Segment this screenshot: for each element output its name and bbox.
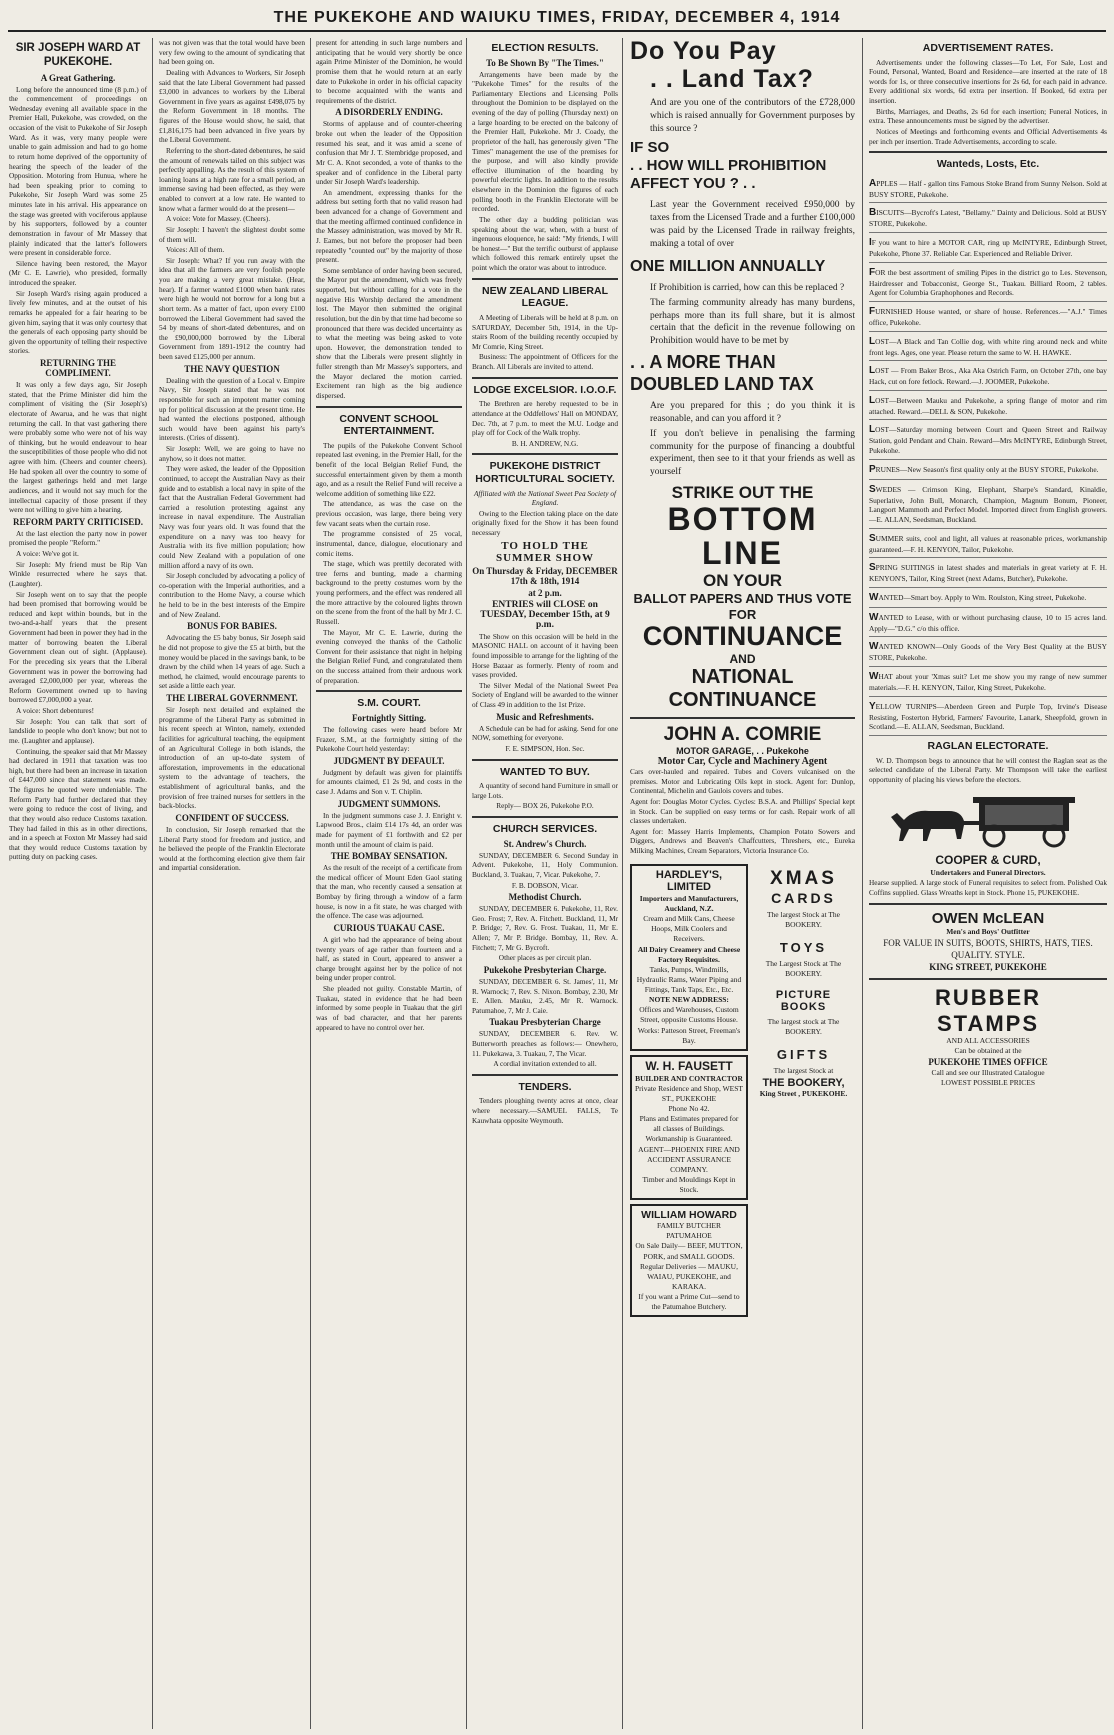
classified-text: HAT about your 'Xmas suit? Let me show you my range of new summer materials.—F. H. KENYON, Tailor, King Street, Pukekohe. <box>869 672 1107 693</box>
ad-title: BOTTOM LINE <box>667 501 818 571</box>
classified-initial: L <box>869 335 876 347</box>
classified-text: OST — From Baker Bros., Aka Aka Ostrich Farm, on October 27th, one bay Hack, cut on fore fetlock. Reward.—J. JOOMER, Pukekohe. <box>869 366 1107 387</box>
paragraph: A Meeting of Liberals will be held at 8 p.m. on SATURDAY, December 5th, 1914, in the Up-stairs Room of the building recently occupied by Mr Comrie, King Street. <box>472 312 618 351</box>
column-rule <box>152 38 153 1729</box>
paragraph: Sir Joseph went on to say that the people had been promised that borrowing would be reduced and kept within bounds, but in the two-and-a-half years that the present Government had been in power they had in the matter of borrowing beaten the Liberal Government clean out of sight. (Applause). For the preceding six years that the Liberal Government was in power the borrowing had averaged £2,000,000 per year, whereas the Reform Government owned up to having borrowed £7,000,000 a year. <box>9 589 147 705</box>
ad-title: AFFECT YOU ? . . <box>630 175 756 193</box>
paragraph: A voice: Short debentures! <box>16 706 95 716</box>
column-2 <box>156 38 308 1731</box>
left-ads <box>630 860 748 1322</box>
ad-line: Timber and Mouldings Kept in Stock. <box>642 1174 736 1195</box>
ad-line: Private Residence and Shop, WEST ST., PUKEKOHE <box>635 1083 743 1103</box>
classified-ad <box>869 203 1107 233</box>
divider <box>316 690 462 692</box>
howard-ad <box>630 1204 748 1317</box>
column-1 <box>6 38 150 1731</box>
comrie-subtitle: MOTOR GARAGE, . . Pukekohe <box>676 746 809 757</box>
headline-court: S.M. COURT. <box>357 697 421 710</box>
bookery-name: THE BOOKERY, <box>762 1076 845 1089</box>
ad-line: KING STREET, PUKEKOHE <box>929 962 1047 973</box>
church-name: Methodist Church. <box>508 892 582 903</box>
hearse-icon <box>869 789 1109 849</box>
classified-initial: W <box>869 591 879 603</box>
classified-text: ANTED KNOWN—Only Goods of the Very Best Quality at the BUSY STORE, Pukekohe. <box>869 642 1107 663</box>
show-dates: On Thursday & Friday, DECEMBER 17th & 18th, 1914 <box>472 565 618 586</box>
divider <box>472 377 618 379</box>
ad-paragraph: If you don't believe in penalising the farming community for the purpose of financing a doubtful experiment, then see to it that your friends as well as yourself <box>650 428 855 478</box>
classified-ad <box>869 558 1107 588</box>
divider <box>869 978 1107 980</box>
ad-title: CONTINUANCE <box>642 621 843 652</box>
classifieds-list <box>869 174 1107 736</box>
column-rule <box>862 38 863 1729</box>
paragraph: Notices of Meetings and forthcoming events and Official Advertisements 4s per inch per insertion. Trade Advertisements, according to scale. <box>869 126 1107 146</box>
ad-line: Plans and Estimates prepared for all classes of Buildings. Workmanship is Guaranteed. <box>639 1114 739 1144</box>
ad-paragraph: Hearse supplied. A large stock of Funeral requisites to select from. Polished Oak Coffins supplied. Glass Wreaths kept in Stock. Phone 15, PUKEKOHE. <box>869 878 1107 897</box>
ad-title: BALLOT PAPERS AND THUS VOTE FOR <box>633 590 852 622</box>
ad-title: IF SO <box>630 139 670 157</box>
paragraph: Sir Joseph: You can talk that sort of landslide to people who don't know; but not to me. (Laughter and applause). <box>9 716 147 745</box>
ad-line: PUKEKOHE TIMES OFFICE <box>928 1057 1048 1068</box>
classified-initial: W <box>869 611 879 623</box>
ad-line: The largest stock at The BOOKERY. <box>767 1017 840 1037</box>
subhead: Affiliated with the National Sweet Pea Society of England. <box>473 488 617 508</box>
paragraph: Sir Joseph next detailed and explained the programme of the Liberal Party as submitted in his recent speech at Winton, namely, extended facilities for agricultural teaching, the equipment of an Agricultural College in both islands, the introduction of an up-to-date system of afforestation, improvements in the educational system to the advantage of teachers, the establishment of agricultural banks, and the provision of free trained nurses for settlers in the back-blocks. <box>159 705 305 811</box>
cooper-curd-title: COOPER & CURD, <box>935 853 1041 868</box>
paragraph: Sir Joseph concluded by advocating a policy of co-operation with the Imperial authorities, and a contribution to the Home Navy, a course which he held to be in the best interests of the Empire and of New Zealand. <box>159 571 305 619</box>
paragraph: A girl who had the appearance of being about twenty years of age rather than fourteen and a half, as stated in Court, appeared to answer a charge brought against her by the police of not being under proper control. <box>316 934 462 983</box>
paragraph: Continuing, the speaker said that Mr Massey had declared in 1911 that taxation was too high, but there had been an increase in taxation of £447,000 since that statement was made. The figures he quoted were undeniable. The Reform Party had further declared that they were going to reduce the cost of living, and that they would also reduce Customs taxation. They had failed in this as in other directions, and in a speech at Foxton Mr Massey had said that they would reduce Customs taxation by putting duty on packing cases. <box>9 746 147 862</box>
ad-line: The Largest Stock at The BOOKERY. <box>765 958 842 979</box>
ad-line: BUILDER AND CONTRACTOR <box>635 1073 743 1083</box>
paragraph: Dealing with Advances to Workers, Sir Joseph said that the late Liberal Government had passed £3,000 in advances to workers by the Liberal Government in five years as against £498,075 by the Reform Government in 18 months. The figures of the House would show, he said, that £1,816,175 had been advanced in five years by the Liberal Government. <box>159 67 305 145</box>
classified-initial: S <box>869 532 876 544</box>
ad-paragraph: Are you prepared for this ; do you think it is reasonable, and can you afford it ? <box>650 401 855 424</box>
classified-initial: S <box>869 483 876 495</box>
hearse-illustration <box>869 789 1107 849</box>
classified-ad <box>869 460 1107 480</box>
paragraph: Sir Joseph: Well, we are going to have no anyhow, so it does not matter. <box>159 444 305 463</box>
ad-title: DOUBLED LAND TAX <box>630 373 814 394</box>
classified-ad <box>869 480 1107 529</box>
ad-line: The largest Stock at <box>773 1066 834 1076</box>
ad-title: NATIONAL CONTINUANCE <box>668 666 817 712</box>
headline-wanteds: Wanteds, Losts, Etc. <box>936 158 1040 171</box>
divider <box>472 278 618 280</box>
ad-line: Men's and Boys' Outfitter <box>946 926 1030 936</box>
ad-title: ON YOUR <box>702 570 783 590</box>
toys-title: TOYS <box>779 939 828 955</box>
comrie-subtitle: Motor Car, Cycle and Machinery Agent <box>657 756 828 768</box>
classified-initial: L <box>869 394 876 406</box>
signature: F. E. SIMPSON, Hon. Sec. <box>505 743 585 753</box>
paragraph: W. D. Thompson begs to announce that he will contest the Raglan seat as the selected candidate of the Liberal Party. Mr Thompson will take the earliest opportunity of placing his views before the electors. <box>869 755 1107 784</box>
ad-paragraph: Agent for: Massey Harris Implements, Champion Potato Sowers and Diggers, Andrews and Beaven's Chaffcutters, Threshers, etc., Eureka Milking Machines, Cream Separators, Victoria Insurance Co. <box>630 826 855 856</box>
paragraph: was not given was that the total would have been very few owing to the amount of syndicating that had been going on. <box>159 38 305 67</box>
headline-convent: CONVENT SCHOOL ENTERTAINMENT. <box>339 412 439 438</box>
ad-line: The largest Stock at The BOOKERY. <box>766 909 841 929</box>
divider <box>472 816 618 818</box>
rubber-title: RUBBER <box>934 985 1042 1011</box>
headline-rates: ADVERTISEMENT RATES. <box>922 42 1054 54</box>
subhead-gathering: A Great Gathering. <box>40 72 116 83</box>
classified-text: URNISHED House wanted, or share of house. References.—"A.J." Times office, Pukekohe. <box>869 306 1107 327</box>
paragraph: Storms of applause and of counter-cheering broke out when the leader of the Opposition resumed his seat, and it was amid a scene of confusion that Mr J. T. Stembridge proposed, and Mr C. A. Knot seconded, a vote of thanks to the speaker and of confidence in the Liberal party under Sir Joseph Ward's leadership. <box>316 119 462 187</box>
paragraph: SUNDAY, DECEMBER 6. St. James', 11, Mr R. Warnock; 7, Rev. S. Nixon. Bombay, 2.30, Mr E. Allen. Mauku, 2.45, Mr R. Warnock. Patumahoe, 7, Mr J. Caie. <box>472 976 618 1015</box>
paragraph: Advocating the £5 baby bonus, Sir Joseph said he did not propose to give the £5 at birth, but the money would be placed in the savings bank, to be drawn by the child when 14 years of age. Such a method, he claimed, would encourage parents to set aside a little each year. <box>159 633 305 691</box>
xmas-title: XMAS <box>770 867 837 889</box>
howard-title: WILLIAM HOWARD <box>641 1209 737 1222</box>
ad-title: . . Land Tax? <box>650 64 814 93</box>
classified-initial: B <box>869 207 877 219</box>
ad-paragraph: If Prohibition is carried, how can this be replaced ? <box>650 282 845 293</box>
paragraph: A cordial invitation extended to all. <box>493 1059 597 1069</box>
classified-ad <box>869 529 1107 559</box>
column-rule <box>466 38 467 1729</box>
paragraph: SUNDAY, DECEMBER 6. Second Sunday in Advent. Pukekohe, 11, Holy Communion. Buckland, 3. Tuakau, 7, Vicar. Pukekohe, 7. <box>472 850 618 879</box>
paragraph: She pleaded not guilty. Constable Martin, of Tuakau, stated in evidence that he had been informed by some people in Tuakau that the girl was of bad character, and that her parents appeared to have no control over her. <box>316 984 462 1032</box>
headline-tenders: TENDERS. <box>518 1080 572 1093</box>
paragraph: Silence having been restored, the Mayor (Mr C. E. Lawrie), who presided, formally introduced the speaker. <box>9 258 147 288</box>
paragraph: Births, Marriages, and Deaths, 2s 6d for each insertion; Funeral Notices, in extra. These announcements must be signed by the advertiser. <box>869 106 1107 126</box>
ad-line: King Street , PUKEKOHE. <box>759 1089 848 1099</box>
section-heading: REFORM PARTY CRITICISED. <box>13 516 143 527</box>
ad-title: Do You Pay <box>630 38 777 65</box>
paragraph: The programme consisted of 25 vocal, instrumental, dance, dialogue, elocutionary and comic items. <box>316 529 462 558</box>
classified-initial: L <box>869 424 876 436</box>
classified-ad <box>869 608 1107 638</box>
paragraph: SUNDAY, DECEMBER 6. Pukekohe, 11, Rev. Geo. Frost; 7, Rev. A. Fitchett. Buckland, 11, Mr P. Bridge; 7, Rev. G. Frost. Tuakau, 11, Mr E. Allen; 7, Mr P. Bridge. Bombay, 11, Rev. A. Fitchett; 7, Mr G. Bycroft. <box>472 904 618 952</box>
paragraph: Owing to the Election taking place on the date originally fixed for the Show it has been found necessary <box>472 508 618 538</box>
ad-line: On Sale Daily— BEEF, MUTTON, PORK, and SMALL GOODS. <box>635 1241 743 1261</box>
ad-line: FOR VALUE IN SUITS, BOOTS, SHIRTS, HATS, TIES. QUALITY. STYLE. <box>883 937 1093 961</box>
classified-text: ANTED to Lease, with or without purchasing clause, 10 to 15 acres land. Apply—"D.G." c/o this office. <box>869 612 1107 633</box>
paragraph: Sir Joseph: What? If you run away with the idea that all the farmers are very foolish people you are making a very great mistake. (Hear, hear). If a farmer wanted £1000 when bank rates were high he would not borrow for a long but a short term. As a matter of fact, upon every £100 borrowed the Liberal Government had saved the 54 by means of short-dated debentures, and on the £90,000,000 borrowed by the Liberal Government from 1891-1912 the country had been saved £125,000 per annum. <box>159 255 305 361</box>
hardley-title: HARDLEY'S, LIMITED <box>655 868 723 894</box>
divider <box>316 406 462 408</box>
paragraph: The attendance, as was the case on the previous occasion, was large, there being very few vacant seats when the curtain rose. <box>316 499 462 528</box>
ad-line: Regular Deliveries — MAUKU, WAIAU, PUKEKOHE, and KARAKA. <box>640 1261 738 1291</box>
section-heading: Music and Refreshments. <box>496 711 594 722</box>
classified-text: PRING SUITINGS in latest shades and materials in great variety at F. H. KENYON'S, Tailor, King Street (next Adams, Butcher), Pukekohe. <box>869 563 1107 584</box>
paragraph: Dealing with the question of a Local v. Empire Navy, Sir Joseph stated that he was not responsible for such an impotent matter coming up for political discussion at the present time. He had wanted the elections postponed, although such would have been against his party's interests. (Cries of dissent). <box>159 375 305 443</box>
paragraph: The Mayor, Mr C. E. Lawrie, during the evening conveyed the thanks of the Catholic Convent for their assistance that night in helping the Belgian Relief Fund, and congratulated them on the success attained from their arduous work of preparation. <box>316 627 462 685</box>
paragraph: An amendment, expressing thanks for the address but setting forth that no valid reason had been advanced for a change of Government and that the meeting affirmed continued confidence in the Massey administration, was moved by Mr R. J. Eames, but not before the proposer had been repeatedly "counted out" by the majority of those present. <box>316 187 462 265</box>
ad-paragraph: Last year the Government received £950,000 by taxes from the Licensed Trade and a further £100,000 was paid by the Licensed Trade in railway freights, making a total of over <box>650 200 855 249</box>
section-heading: THE BOMBAY SENSATION. <box>330 851 448 862</box>
ad-line: NOTE NEW ADDRESS: <box>649 995 729 1005</box>
show-title: TO HOLD THE SUMMER SHOW <box>495 539 595 564</box>
paragraph: Sir Joseph Ward's rising again produced a lively few minutes, and at the outset of his remarks he appealed for a fair hearing to be given him, saying that it was only courtesy that the generals of each opposing party should be given the opportunity of telling their respective stories. <box>9 288 148 356</box>
ad-line: LOWEST POSSIBLE PRICES <box>940 1078 1036 1088</box>
paragraph: A voice: Vote for Massey. (Cheers). <box>166 214 271 224</box>
classified-ad <box>869 332 1107 362</box>
section-heading: BONUS FOR BABIES. <box>187 621 277 632</box>
classified-text: WEDES — Crimson King, Elephant, Sharpe's Standard, Kinaldie, Superlative, John Bull, Monarch, Champion, Magnum Bonum, Pioneer, Langport Mammoth and Perfect Model. Imported direct from English growers.—E. ALLAN, Seedsman, Buckland. <box>869 484 1107 524</box>
column-rule <box>622 38 623 1729</box>
signature: F. B. DOBSON, Vicar. <box>511 880 579 890</box>
ad-title: . . HOW WILL PROHIBITION <box>630 157 827 175</box>
paragraph: Other places as per circuit plan. <box>498 953 592 963</box>
paragraph: Business: The appointment of Officers for the Branch. All Liberals are invited to attend. <box>472 352 618 372</box>
classified-ad <box>869 174 1107 204</box>
ad-line: AND ALL ACCESSORIES <box>946 1035 1030 1045</box>
divider <box>472 759 618 761</box>
headline-horticultural: PUKEKOHE DISTRICT HORTICULTURAL SOCIETY. <box>475 460 615 485</box>
masthead <box>8 6 1106 32</box>
paragraph: A quantity of second hand Furniture in small or large Lots. <box>472 781 618 800</box>
ad-line: All Dairy Creamery and Cheese Factory Requisites. <box>637 944 741 964</box>
paragraph: It was only a few days ago, Sir Joseph stated, that the Prime Minister did him the compliment of visiting the (Sir Joseph's) electorate of Awarua, and he was that night returning the call. In that vast gathering there were probably some who were not of his way of thinking, but he would endeavour to hear the susceptibilities of those people who did not agree with him. (Cheers and counter cheers). He had spoken all over the country to some of the largest gatherings held and met large audiences, and it would not say much for the intellectual capacity of those present if they were not willing to give him a hearing. <box>9 380 147 515</box>
paragraph: Arrangements have been made by the "Pukekohe Times" for the results of the Parliamentary Elections and Licensing Polls throughout the Dominion to be displayed on the evening of the day of polling (Thursday next) on a large hoarding to be erected on the balcony of the Premier Hall, Pukekohe. Mr J. Coady, the proprietor of the hall, has generously given "The Times" management the use of the premises for the purpose, and will also kindly provide effective illumination of the hoarding by powerful electric lights. In addition to the results elsewhere in the Dominion the figures of each polling booth in the Franklin Electorate will be recorded. <box>472 69 618 214</box>
paragraph: present for attending in such large numbers and anticipating that he would very shortly be once again Prime Minister of the Dominion, he would promise them that he would return at an early date to Pukekohe in order in his official capacity to become acquainted with the wants and requirements of the district. <box>316 38 462 105</box>
classified-text: RUNES—New Season's first quality only at the BUSY STORE, Pukekohe. <box>875 464 1099 474</box>
headline-church: CHURCH SERVICES. <box>492 823 598 836</box>
classified-ad <box>869 302 1107 332</box>
classified-text: OST—Saturday morning between Court and Queen Street and Railway Station, gold Pendant and Chain. Reward—Mrs McINTYRE, Edinburgh Street, Pukekohe. <box>869 425 1107 456</box>
classified-initial: F <box>869 305 876 317</box>
classified-text: OR the best assortment of smiling Pipes in the district go to Les. Stevenson, Hairdresser and Tobacconist, George St., Tuakau. Billiard Room, 2 tables. Agent for Columbia Graphophones and Records. <box>869 267 1107 298</box>
paragraph: Reply— BOX 26, Pukekohe P.O. <box>496 801 594 811</box>
show-time: at 2 p.m. <box>528 587 562 598</box>
classified-initial: W <box>869 641 879 653</box>
ad-line: Offices and Warehouses, Custom Street, opposite Customs House. Works: Patteson Street, Freeman's Bay. <box>637 1005 741 1045</box>
ad-line: Undertakers and Funeral Directors. <box>930 868 1046 878</box>
classified-ad <box>869 233 1107 263</box>
classified-text: ISCUITS—Bycroft's Latest, "Bellamy." Dainty and Delicious. Sold at BUSY STORE, Pukekohe. <box>869 208 1107 229</box>
divider <box>869 903 1107 905</box>
paragraph: Some semblance of order having been secured, the Mayor put the amendment, which was freely supported, but without calling for a vote in the negative His Worship declared the amendment lost. The Mayor then submitted the original resolution, but the din by that time had become so pronounced that there was decided uncertainty as to what the meeting was being asked to vote upon. However, the demonstration tended to show that the Liberals were present slightly in fuller strength than Mr Massey's supporters, and the Mayor declared the motion carried. Excitement ran high as the big audience dispersed. <box>316 265 462 400</box>
classified-text: UMMER suits, cool and light, all values at reasonable prices, workmanship guaranteed.—F. H. KENYON, Tailor, Pukekohe. <box>869 533 1107 554</box>
fausett-title: W. H. FAUSETT <box>645 1058 733 1073</box>
paragraph: Advertisements under the following classes—To Let, For Sale, Lost and Found, Personal, Wanted, Board and Residence—are inserted at the rate of 18 words for 1s, or three consecutive insertions for 2s 6d, for each paid in advance. Every additional six words, 6d extra per insertion. If Booked, 6d extra per insertion. <box>869 57 1107 106</box>
comrie-title: JOHN A. COMRIE <box>663 724 822 746</box>
paragraph: Long before the announced time (8 p.m.) of the commencement of proceedings on Wednesday evening all available space in the Premier Hall, Pukekohe, was crowded, on the occasion of the visit to Pukekohe of Sir Joseph Ward. As it was, very many people were unable to gain admission and had to go home to return home deprived of the opportunity of hearing the speech of the leader of the Opposition. Motoring from Hunua, where he had been speaking prior to coming to Pukekohe, Sir Joseph Ward was some 25 minutes late in his arrival. His appearance on the stage was greeted with vociferous applause by his supporters, followed by a counter demonstration in favour of Mr Massey that plainly indicated that the latter's followers were present in considerable force. <box>9 84 147 258</box>
paragraph: In the judgment summons case J. J. Enright v. Lapwood Bros., claim £14 17s 4d, an order was made for payment of £1 forthwith and £2 per month until the amount of claim is paid. <box>316 810 462 849</box>
divider <box>472 1074 618 1076</box>
ad-line: FAMILY BUTCHER <box>656 1221 722 1231</box>
classified-initial: A <box>869 177 877 189</box>
headline-lodge: LODGE EXCELSIOR. I.O.O.F. <box>473 383 617 396</box>
paragraph: The following cases were heard before Mr Frazer, S.M., at the fortnightly sitting of the Pukekohe Court held yesterday: <box>316 724 462 754</box>
land-tax-advertisement <box>626 38 859 1731</box>
fausett-ad <box>630 1055 748 1200</box>
classified-initial: I <box>869 237 872 249</box>
classified-text: F you want to hire a MOTOR CAR, ring up McINTYRE, Edinburgh Street, Pukekohe, Phone 37. Reliable Car. Experienced and Reliable Driver. <box>869 238 1107 259</box>
column-rule <box>310 38 311 1729</box>
picture-books-title: PICTURE BOOKS <box>775 989 832 1014</box>
section-heading: JUDGMENT BY DEFAULT. <box>333 755 445 766</box>
divider <box>472 453 618 455</box>
ad-line: Call and see our Illustrated Catalogue <box>931 1068 1045 1078</box>
classified-ad <box>869 637 1107 667</box>
church-name: Tuakau Presbyterian Charge <box>489 1017 601 1028</box>
section-heading: CONFIDENT OF SUCCESS. <box>175 812 289 823</box>
ad-line: Tanks, Pumps, Windmills, Hydraulic Rams, Water Piping and Fittings, Tank Taps, Etc., Etc. <box>636 964 742 995</box>
church-name: Pukekohe Presbyterian Charge. <box>483 964 607 975</box>
classified-text: ANTED—Smart boy. Apply to Wm. Roulston, King street, Pukekohe. <box>878 592 1087 602</box>
ad-line: Phone No 42. <box>668 1104 710 1114</box>
column-3 <box>313 38 465 1731</box>
classified-text: PPLES — Half - gallon tins Famous Stoke Brand from Sunny Nelson. Sold at BUSY STORE, Pukekohe. <box>869 178 1107 199</box>
classified-initial: P <box>869 463 876 475</box>
column-7 <box>866 38 1110 1731</box>
classified-ad <box>869 391 1107 421</box>
signature: B. H. ANDREW, N.G. <box>511 438 579 448</box>
classified-ad <box>869 263 1107 302</box>
ad-line: AGENT—PHOENIX FIRE AND ACCIDENT ASSURANCE COMPANY. <box>638 1144 740 1174</box>
ad-title: . . A MORE THAN <box>630 351 776 372</box>
classified-text: ELLOW TURNIPS—Aberdeen Green and Purple Top, Irvine's Disease Resisting, Fosterton Hybrid, Farmers' Favourite, Lanark, Sheepfold, grown in Scotland.—E. ALLAN, Seedsman, Buckland. <box>869 701 1107 732</box>
ad-paragraph: The farming community already has many burdens, perhaps more than its full share, but it is almost certain that the deficit in the revenue following on Prohibition would have to be met by <box>650 297 855 347</box>
hardley-ad <box>630 864 748 1051</box>
paragraph: At the last election the party now in power promised the people "Reform." <box>9 528 147 548</box>
paragraph: The Silver Medal of the National Sweet Pea Society of England will be awarded to the winner of Class 49 in addition to the 1st Prize. <box>472 680 618 710</box>
ad-paragraph: Cars over-hauled and repaired. Tubes and Covers vulcanised on the premises. Motor and Lubricating Oils kept in stock. Agent for: Dunlop, Continental, Michelin and Gaulois covers and tubes. <box>630 767 855 796</box>
headline-wanted: WANTED TO BUY. <box>500 765 590 778</box>
bookery-ad <box>752 860 855 1322</box>
headline-election: ELECTION RESULTS. <box>491 42 599 54</box>
headline-ward: SIR JOSEPH WARD AT PUKEKOHE. <box>15 42 141 68</box>
paragraph: Sir Joseph: I haven't the slightest doubt some of them will. <box>159 224 305 244</box>
section-heading: THE NAVY QUESTION <box>184 363 280 374</box>
section-heading: A DISORDERLY ENDING. <box>335 107 443 118</box>
show-entries: ENTRIES will CLOSE on TUESDAY, December 15th, at 9 p.m. <box>480 599 610 630</box>
paragraph: SUNDAY, DECEMBER 6. Rev. W. Butterworth preaches as follows:— Onewhero, 11. Pukekawa, 3. Tuakau, 7, The Vicar. <box>472 1029 618 1058</box>
paragraph: Sir Joseph: My friend must be Rip Van Winkle resurrected where he says that. (Laughter). <box>9 559 147 588</box>
classified-ad <box>869 697 1107 736</box>
classified-text: OST—A Black and Tan Collie dog, with white ring around neck and white front legs. Ages, one year. Please return the same to W. H. HAWKE. <box>869 336 1107 357</box>
headline-liberal-league: NEW ZEALAND LIBERAL LEAGUE. <box>482 284 608 310</box>
paragraph: As the result of the receipt of a certificate from the medical officer of Mount Eden Gaol stating that the man, who recently caused a sensation at Bombay by firing through a window of a farm house, is now in a fit state, he was charged with the offence. The case was adjourned. <box>316 863 462 921</box>
masthead-title: THE PUKEKOHE AND WAIUKU TIMES, FRIDAY, DECEMBER 4, 1914 <box>273 9 841 26</box>
subhead: Fortnightly Sitting. <box>351 712 426 723</box>
ad-paragraph: And are you one of the contributors of the £728,000 which is raised annually for Government purposes by this source ? <box>650 98 855 134</box>
classified-ad <box>869 361 1107 391</box>
ad-line: Importers and Manufacturers, Auckland, N.Z. <box>639 893 739 914</box>
paragraph: Judgment by default was given for plaintiffs for amounts claimed, £1 2s 9d, and costs in the case J. Adams and Son v. T. Chiplin. <box>316 767 462 797</box>
paragraph: A Schedule can be had for asking. Send for one NOW, something for everyone. <box>472 723 618 743</box>
paragraph: Voices: All of them. <box>166 245 225 255</box>
classified-initial: S <box>869 562 876 574</box>
paragraph: They were asked, the leader of the Opposition continued, to accept the Australian Navy as their guide and to establish a local navy in spite of the fact that the Australian Federal Government had carried a resolution protesting against any increase in naval expenditure. The Australian Navy was four years old. It was found that the expenditure on a navy was too heavy for Australia with its five million population; how could New Zealand with a population of one million afford a navy of its own. <box>159 464 305 570</box>
owen-title: OWEN McLEAN <box>931 909 1045 927</box>
paragraph: The Show on this occasion will be held in the MASONIC HALL on account of it having been found impossible to arrange for the lighting of the Horse Bazaar as formerly. Plenty of room and vases provided. <box>472 631 618 680</box>
classified-initial: L <box>869 365 876 377</box>
paragraph: Referring to the short-dated debentures, he said the amount of renewals tailed on this subject was perfectly appalling. As the result of this system of loaning loans at a high rate for a small period, an immense saving had been effected, as they were enabled to convert at a low rate. He wanted to know what a farmer would do at the present— <box>159 145 305 213</box>
paragraph: In conclusion, Sir Joseph remarked that the Liberal Party stood for freedom and justice, and he believed the people of the Franklin Electorate would at the forthcoming election give them fair and impartial consideration. <box>159 824 305 873</box>
classified-ad <box>869 667 1107 697</box>
classified-ad <box>869 588 1107 608</box>
divider <box>869 151 1107 153</box>
section-heading: THE LIBERAL GOVERNMENT. <box>166 693 298 703</box>
section-heading: CURIOUS TUAKAU CASE. <box>333 922 445 933</box>
paragraph: Tenders ploughing twenty acres at once, clear where necessary.—SAMUEL FALLS, Te Kauwhata opposite Weymouth. <box>472 1096 618 1125</box>
ad-line: Cream and Milk Cans, Cheese Hoops, Milk Coolers and Receivers. <box>643 914 735 944</box>
church-name: St. Andrew's Church. <box>503 838 587 849</box>
ad-line: PATUMAHOE <box>666 1231 712 1241</box>
divider <box>630 717 855 719</box>
paragraph: The other day a budding politician was speaking about the war, when, with a burst of ingenuous eloquence, he said: "My friends, I will be honest—" But the terrific outburst of applause which followed this remark entirely upset the point which the orator was about to introduce. <box>472 214 618 273</box>
section-heading: RETURNING THE COMPLIMENT. <box>39 358 117 379</box>
headline-raglan: RAGLAN ELECTORATE. <box>927 739 1049 752</box>
column-4 <box>469 38 621 1731</box>
classified-text: OST—Between Mauku and Pukekohe, a spring flange of motor and rim attached. Reward.—DELL & SON, Pukekohe. <box>869 395 1107 416</box>
subhead: To Be Shown By "The Times." <box>486 57 604 68</box>
ad-title: ONE MILLION ANNUALLY <box>630 257 826 275</box>
ad-title: STRIKE OUT THE <box>671 483 814 502</box>
ad-line: Can be obtained at the <box>954 1046 1022 1056</box>
paragraph: A voice: We've got it. <box>16 549 79 559</box>
paragraph: The pupils of the Pukekohe Convent School repeated last evening, in the Premier Hall, for the benefit of the local Belgian Relief Fund, the successful entertainment given by them a month ago, and as a result the Relief Fund will receive a welcome addition of something like £22. <box>316 440 462 498</box>
gifts-title: GIFTS <box>776 1047 831 1063</box>
classified-ad <box>869 420 1107 459</box>
paragraph: The stage, which was prettily decorated with tree ferns and bunting, made a charming background to the pretty costumes worn by the young performers, and the effect was rendered all the more attractive by the coloured lights thrown on the scene from the front of the hall by Mr J. C. Russell. <box>316 559 462 626</box>
classified-initial: Y <box>869 700 876 712</box>
xmas-title: CARDS <box>771 889 836 906</box>
section-heading: JUDGMENT SUMMONS. <box>337 798 441 809</box>
stamps-title: STAMPS <box>936 1010 1040 1036</box>
classified-initial: W <box>869 671 879 683</box>
ad-paragraph: Agent for: Douglas Motor Cycles. Cycles: B.S.A. and Phillips' Special kept in Stock. Can be supplied on easy terms or for cash. Repair work of all classes undertaken. <box>630 796 855 826</box>
classified-initial: F <box>869 266 876 278</box>
ad-line: If you want a Prime Cut—send to the Patumahoe Butchery. <box>638 1292 740 1312</box>
ad-title: AND <box>729 651 756 666</box>
paragraph: The Brethren are hereby requested to be in attendance at the Oddfellows' Hall on MONDAY, Dec. 7th, at 7 p.m. to meet the M.U. Lodge and play off for Cock of the Walk trophy. <box>472 399 618 438</box>
